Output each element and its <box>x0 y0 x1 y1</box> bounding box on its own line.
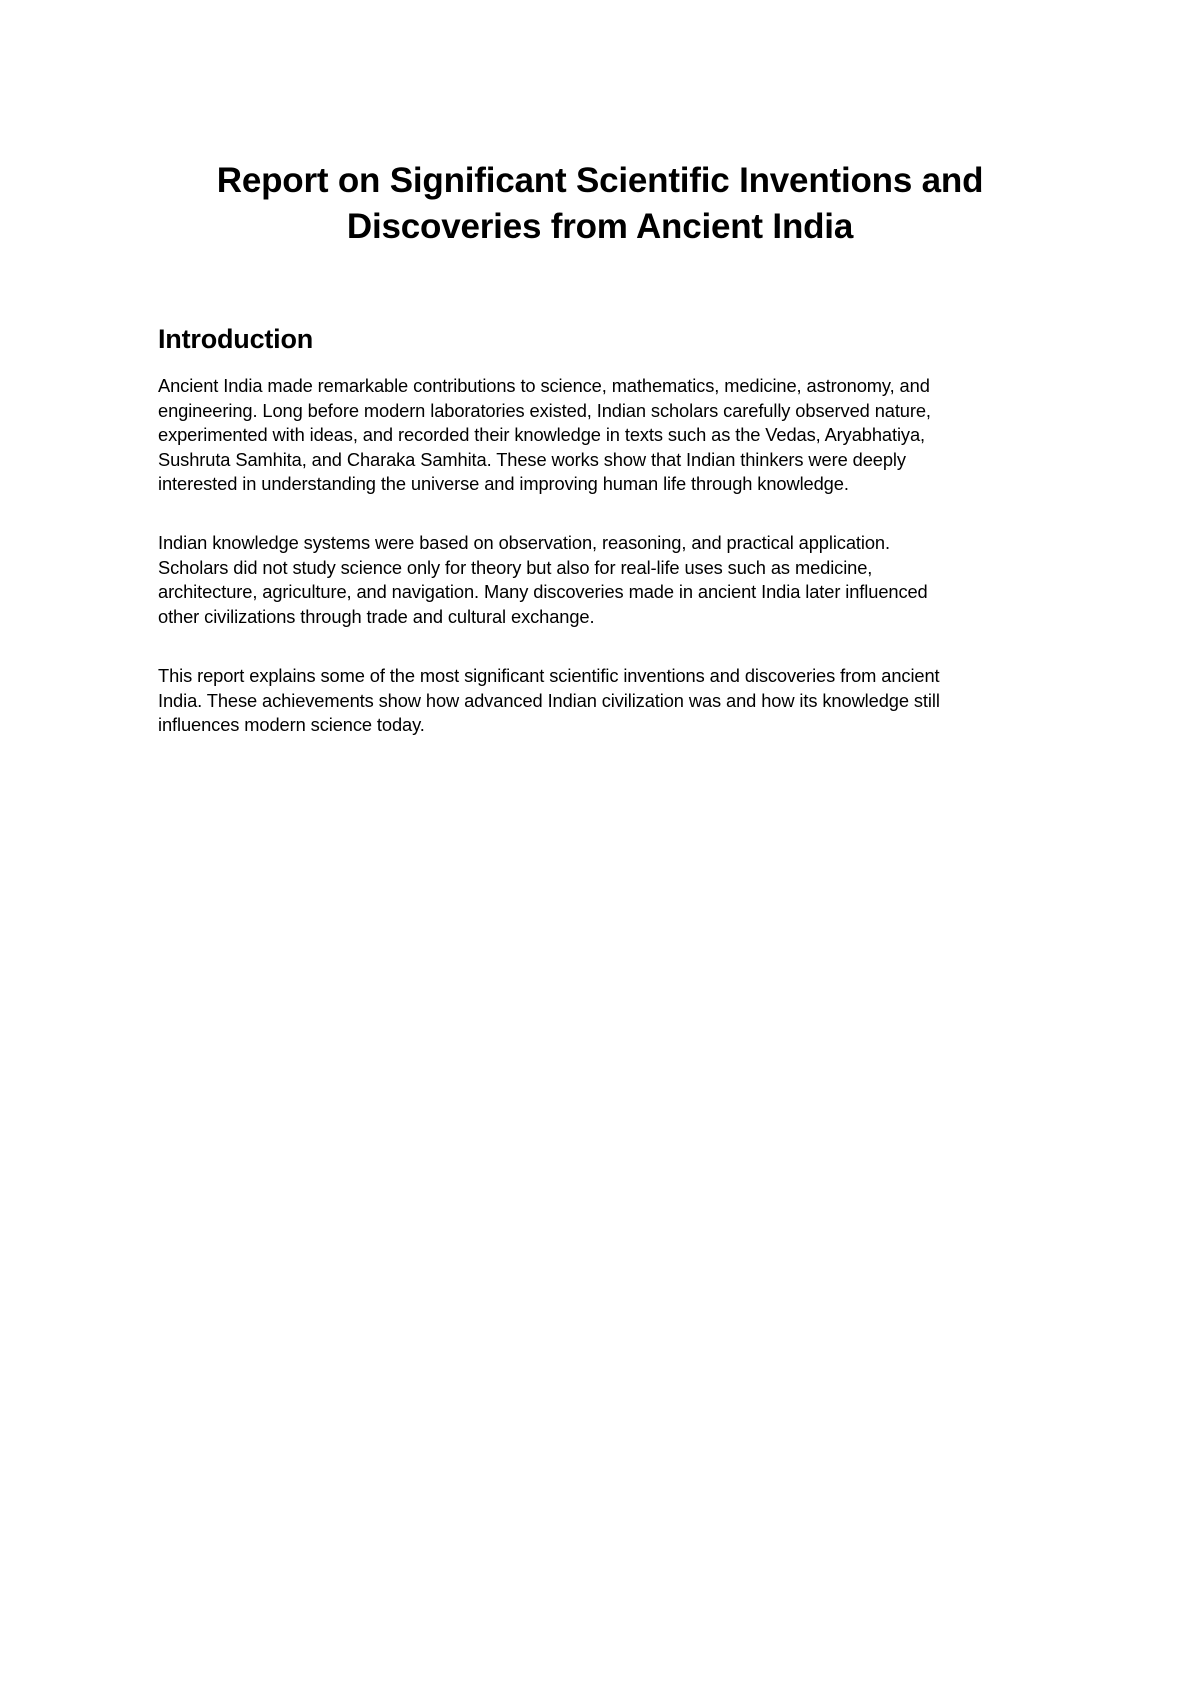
intro-paragraph-2: Indian knowledge systems were based on observation, reasoning, and practical application. Scholars did not study science only for theory but also for real-life uses such as medicine, architecture, agriculture, and navigation. Many discoveries made in ancient India later influenced other civilizations through trade and cultural exchange. <box>158 532 928 627</box>
section-heading-introduction: Introduction <box>158 324 314 354</box>
document-title: Report on Significant Scientific Inventions and Discoveries from Ancient India <box>216 161 984 246</box>
intro-paragraph-3: This report explains some of the most significant scientific inventions and discoveries from ancient India. These achievements show how advanced Indian civilization was and how its knowledge still influences modern science today. <box>158 665 940 735</box>
intro-paragraph-1: Ancient India made remarkable contributions to science, mathematics, medicine, astronomy, and engineering. Long before modern laboratories existed, Indian scholars carefully observed nature, experimented with ideas, and recorded their knowledge in texts such as the Vedas, Aryabhatiya, Sushruta Samhita, and Charaka Samhita. These works show that Indian thinkers were deeply interested in understanding the universe and improving human life through knowledge. <box>158 375 931 494</box>
